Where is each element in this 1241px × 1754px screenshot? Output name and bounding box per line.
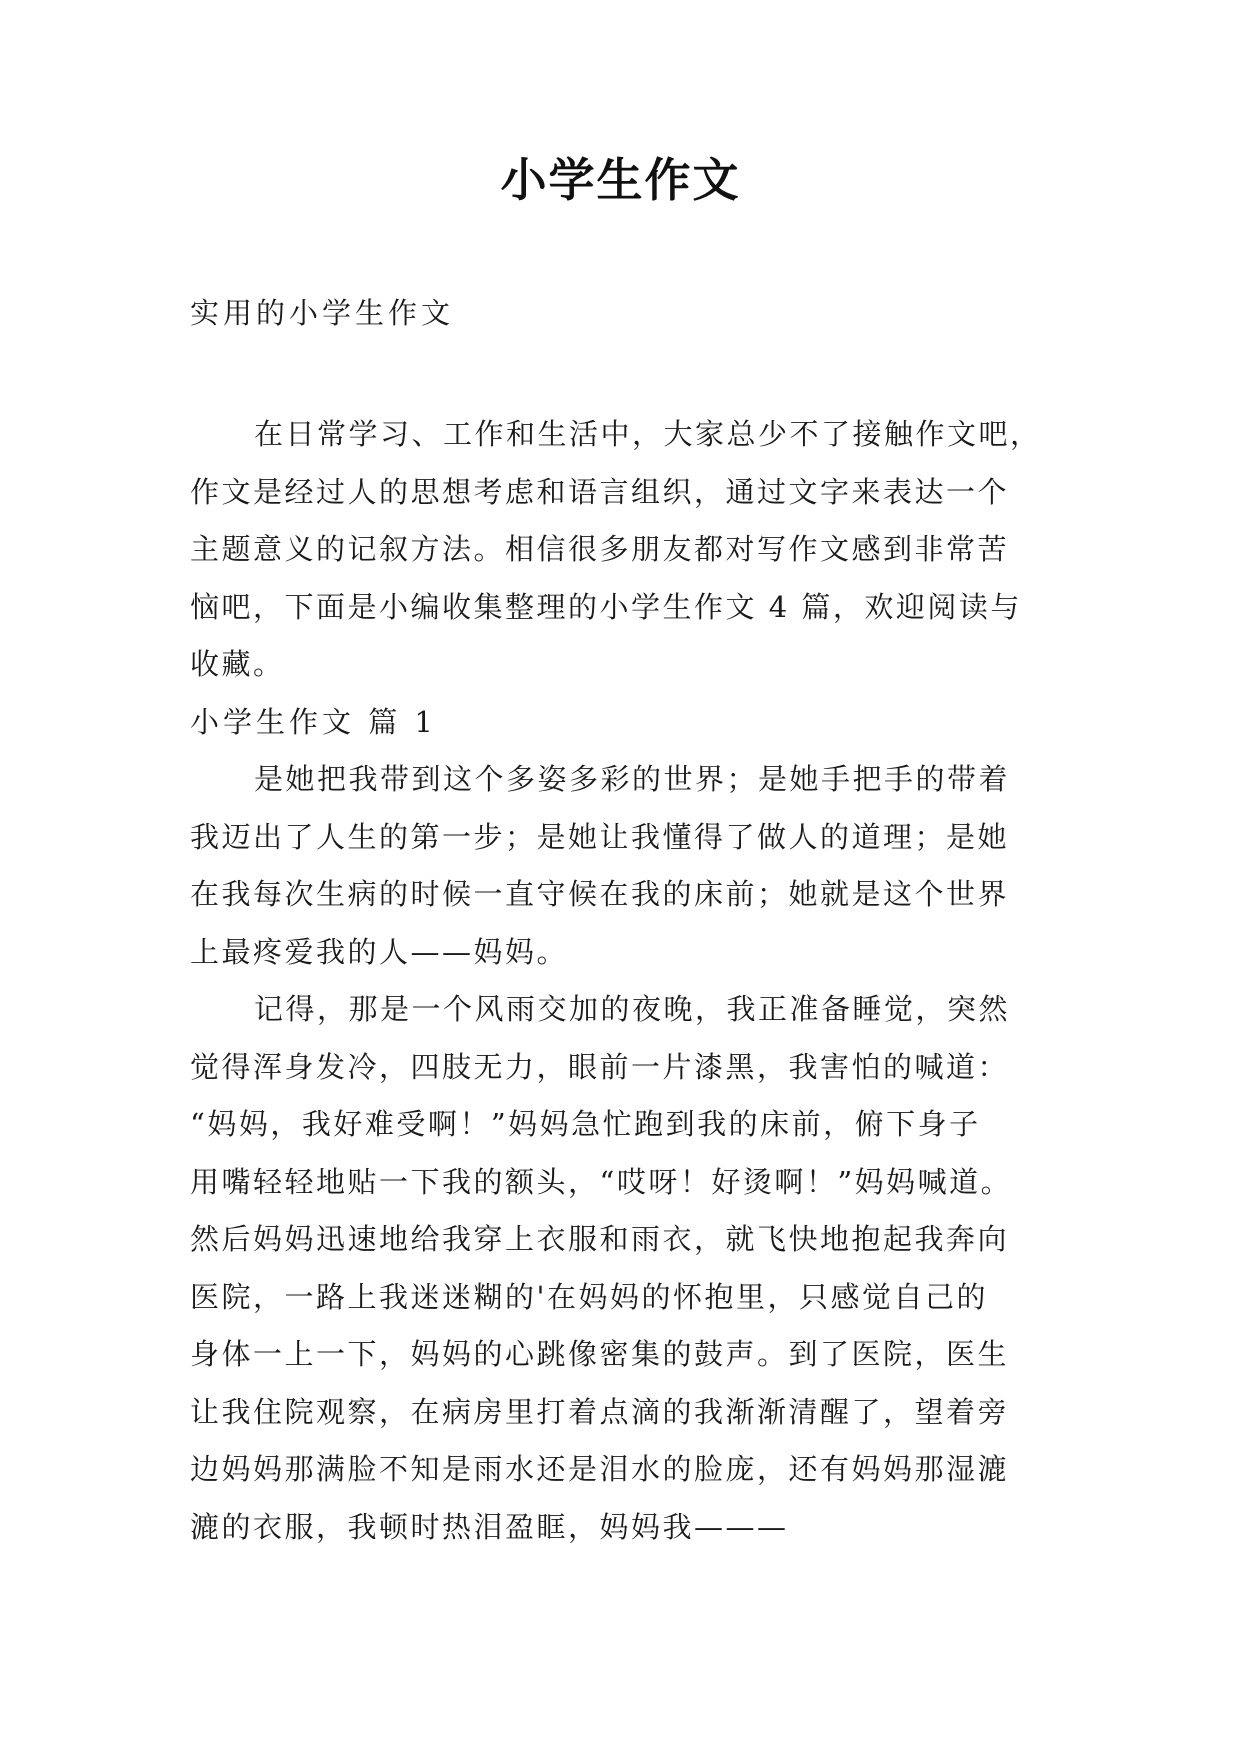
text-line: 在我每次生病的时候一直守候在我的床前；她就是这个世界 bbox=[190, 877, 1010, 911]
text-line: 恼吧，下面是小编收集整理的小学生作文 4 篇，欢迎阅读与 bbox=[190, 589, 1022, 624]
text-line: 记得，那是一个风雨交加的夜晚，我正准备睡觉，突然 bbox=[254, 992, 1011, 1026]
text-line: 收藏。 bbox=[190, 647, 285, 681]
text-line: 上最疼爱我的人——妈妈。 bbox=[190, 934, 569, 969]
text-line: 用嘴轻轻地贴一下我的额头，“哎呀！好烫啊！”妈妈喊道。 bbox=[190, 1164, 1013, 1199]
text-line: 漉的衣服，我顿时热泪盈眶，妈妈我——— bbox=[190, 1509, 789, 1544]
text-line: 医院，一路上我迷迷糊的'在妈妈的怀抱里，只感觉自己的 bbox=[190, 1279, 988, 1314]
paragraph-1 bbox=[190, 751, 1070, 981]
document-title: 小学生作文 bbox=[500, 153, 741, 207]
text-line: 然后妈妈迅速地给我穿上衣服和雨衣，就飞快地抱起我奔向 bbox=[190, 1222, 1010, 1256]
document-subtitle: 实用的小学生作文 bbox=[190, 296, 455, 330]
text-line: 在日常学习、工作和生活中，大家总少不了接触作文吧， bbox=[254, 417, 1042, 451]
text-line: 边妈妈那满脸不知是雨水还是泪水的脸庞，还有妈妈那湿漉 bbox=[190, 1452, 1010, 1486]
text-line: 是她把我带到这个多姿多彩的世界；是她手把手的带着 bbox=[254, 762, 1011, 796]
text-line: 觉得浑身发冷，四肢无力，眼前一片漆黑，我害怕的喊道： bbox=[190, 1049, 1010, 1084]
paragraph-2 bbox=[190, 981, 1070, 1556]
text-line: 主题意义的记叙方法。相信很多朋友都对写作文感到非常苦 bbox=[190, 532, 1010, 566]
text-line: 身体一上一下，妈妈的心跳像密集的鼓声。到了医院，医生 bbox=[190, 1337, 1010, 1371]
document-body bbox=[190, 406, 1070, 1556]
intro-paragraph bbox=[190, 406, 1070, 694]
section-heading: 小学生作文 篇 1 bbox=[190, 704, 437, 739]
text-line: “妈妈，我好难受啊！”妈妈急忙跑到我的床前，俯下身子 bbox=[190, 1107, 981, 1141]
text-line: 让我住院观察，在病房里打着点滴的我渐渐清醒了，望着旁 bbox=[190, 1394, 1010, 1429]
text-line: 作文是经过人的思想考虑和语言组织，通过文字来表达一个 bbox=[190, 474, 1010, 509]
text-line: 我迈出了人生的第一步；是她让我懂得了做人的道理；是她 bbox=[190, 819, 1010, 854]
